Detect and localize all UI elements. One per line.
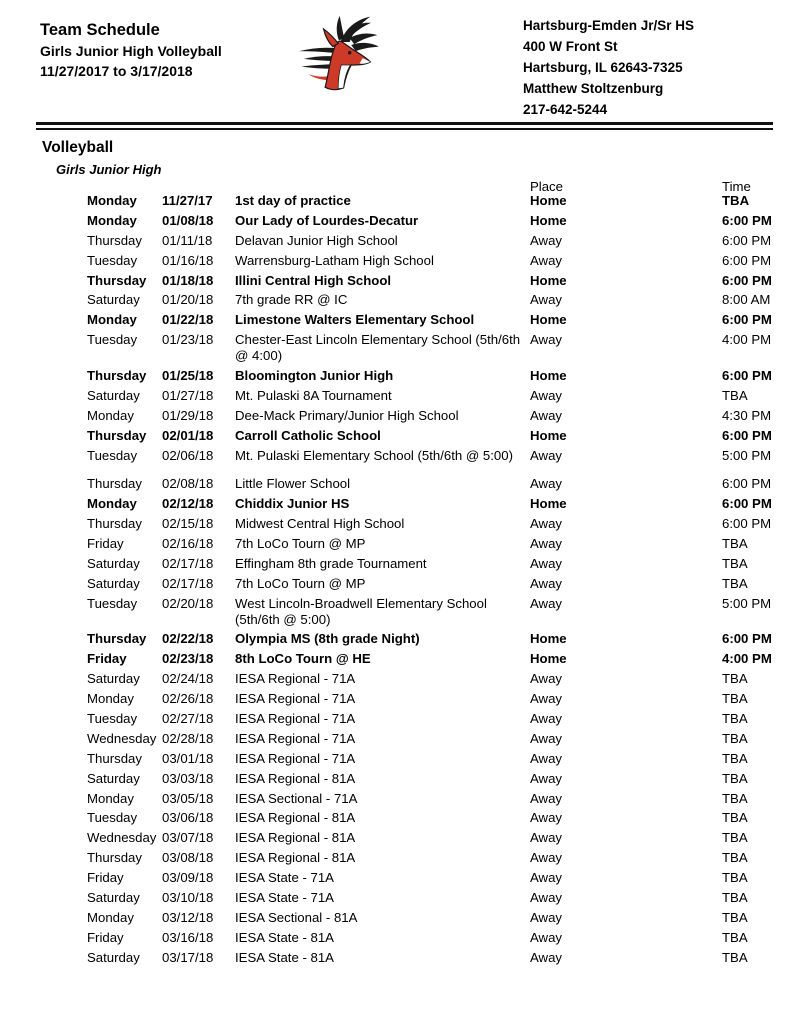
cell-time: TBA bbox=[722, 830, 748, 846]
cell-opponent: IESA Regional - 71A bbox=[235, 671, 356, 687]
schedule-row bbox=[36, 596, 790, 628]
schedule-row bbox=[36, 910, 790, 926]
cell-opponent: 7th LoCo Tourn @ MP bbox=[235, 575, 366, 591]
schedule-row bbox=[36, 651, 790, 667]
cell-date: 03/06/18 bbox=[162, 810, 214, 826]
cell-opponent: 1st day of practice bbox=[235, 193, 351, 208]
cell-place: Away bbox=[530, 476, 563, 492]
cell-place: Away bbox=[530, 691, 563, 707]
cell-day: Wednesday bbox=[87, 830, 157, 846]
cell-opponent: IESA Sectional - 81A bbox=[235, 909, 358, 925]
cell-day: Tuesday bbox=[87, 252, 138, 268]
cell-opponent: Mt. Pulaski Elementary School (5th/6th @ 5:00) bbox=[235, 447, 513, 463]
cell-opponent: Olympia MS (8th grade Night) bbox=[235, 631, 420, 647]
cell-opponent: Delavan Junior High School bbox=[235, 232, 398, 248]
schedule-row bbox=[36, 448, 790, 464]
cell-day: Friday bbox=[87, 870, 124, 886]
cell-day: Monday bbox=[87, 909, 134, 925]
school-name: Hartsburg-Emden Jr/Sr HS bbox=[523, 18, 695, 33]
cell-place: Home bbox=[530, 496, 567, 512]
cell-opponent: IESA Regional - 81A bbox=[235, 810, 356, 826]
cell-day: Thursday bbox=[87, 631, 147, 647]
cell-day: Tuesday bbox=[87, 810, 138, 826]
sport-heading: Volleyball bbox=[42, 139, 114, 156]
cell-opponent: Bloomington Junior High bbox=[235, 368, 394, 384]
cell-opponent: IESA Regional - 71A bbox=[235, 710, 356, 726]
cell-time: 6:00 PM bbox=[722, 252, 772, 268]
cell-date: 02/24/18 bbox=[162, 671, 214, 687]
cell-date: 01/27/18 bbox=[162, 388, 214, 404]
cell-day: Friday bbox=[87, 535, 124, 551]
cell-date: 01/08/18 bbox=[162, 212, 214, 228]
cell-time: 5:00 PM bbox=[722, 447, 772, 463]
cell-date: 01/20/18 bbox=[162, 292, 214, 308]
schedule-row bbox=[36, 408, 790, 424]
schedule-row bbox=[36, 496, 790, 512]
cell-day: Saturday bbox=[87, 671, 140, 687]
cell-time: 6:00 PM bbox=[722, 272, 772, 288]
schedule-row bbox=[36, 731, 790, 747]
cell-day: Saturday bbox=[87, 890, 140, 905]
cell-place: Away bbox=[530, 232, 563, 248]
cell-place: Away bbox=[530, 575, 563, 591]
schedule-row bbox=[36, 791, 790, 807]
cell-date: 02/17/18 bbox=[162, 555, 214, 571]
schedule-row bbox=[36, 890, 790, 906]
cell-date: 02/27/18 bbox=[162, 710, 214, 726]
cell-opponent: Chiddix Junior HS bbox=[235, 496, 350, 512]
schedule-row bbox=[36, 368, 790, 384]
cell-date: 03/12/18 bbox=[162, 909, 214, 925]
cell-date: 03/10/18 bbox=[162, 890, 214, 905]
schedule-row bbox=[36, 631, 790, 647]
cell-opponent: IESA State - 71A bbox=[235, 870, 334, 886]
cell-date: 02/01/18 bbox=[162, 427, 214, 443]
cell-opponent: Chester-East Lincoln Elementary School (5th/6th @ 4:00) bbox=[235, 332, 521, 364]
cell-time: TBA bbox=[722, 710, 748, 726]
cell-time: TBA bbox=[722, 909, 748, 925]
cell-opponent: 8th LoCo Tourn @ HE bbox=[235, 651, 371, 667]
cell-time: TBA bbox=[722, 929, 748, 945]
schedule-row bbox=[36, 930, 790, 946]
cell-day: Tuesday bbox=[87, 595, 138, 611]
cell-day: Monday bbox=[87, 790, 134, 806]
cell-date: 03/17/18 bbox=[162, 949, 214, 965]
cell-day: Tuesday bbox=[87, 447, 138, 463]
cell-day: Saturday bbox=[87, 770, 140, 786]
cell-date: 02/12/18 bbox=[162, 496, 214, 512]
cell-place: Home bbox=[530, 193, 567, 208]
cell-time: TBA bbox=[722, 870, 748, 886]
cell-place: Away bbox=[530, 388, 563, 404]
cell-day: Monday bbox=[87, 212, 137, 228]
cell-place: Away bbox=[530, 909, 563, 925]
cell-time: 4:00 PM bbox=[722, 651, 772, 667]
cell-opponent: IESA Regional - 81A bbox=[235, 850, 356, 866]
cell-date: 02/06/18 bbox=[162, 447, 214, 463]
schedule-row bbox=[36, 751, 790, 767]
cell-opponent: IESA Regional - 71A bbox=[235, 730, 356, 746]
cell-day: Tuesday bbox=[87, 332, 138, 348]
cell-date: 03/01/18 bbox=[162, 750, 214, 766]
cell-day: Saturday bbox=[87, 292, 140, 308]
col-header-day-empty bbox=[87, 180, 162, 193]
report-header-left bbox=[40, 20, 222, 81]
cell-time: 4:30 PM bbox=[722, 407, 772, 423]
cell-place: Away bbox=[530, 671, 563, 687]
schedule-row bbox=[36, 536, 790, 552]
schedule-row bbox=[36, 292, 790, 308]
cell-time: TBA bbox=[722, 691, 748, 707]
cell-place: Away bbox=[530, 949, 563, 965]
cell-opponent: Little Flower School bbox=[235, 476, 351, 492]
cell-day: Thursday bbox=[87, 232, 142, 248]
cell-place: Home bbox=[530, 651, 567, 667]
cell-opponent: IESA Regional - 71A bbox=[235, 691, 356, 707]
cell-time: 6:00 PM bbox=[722, 368, 772, 384]
cell-time: 6:00 PM bbox=[722, 476, 772, 492]
cell-time: TBA bbox=[722, 575, 748, 591]
cell-date: 01/11/18 bbox=[162, 232, 213, 248]
schedule-row bbox=[36, 193, 790, 209]
cell-time: 6:00 PM bbox=[722, 515, 772, 531]
schedule-row bbox=[36, 233, 790, 249]
cell-place: Home bbox=[530, 312, 567, 328]
cell-opponent: Mt. Pulaski 8A Tournament bbox=[235, 388, 392, 404]
cell-day: Tuesday bbox=[87, 710, 138, 726]
school-street: 400 W Front St bbox=[523, 39, 618, 54]
cell-day: Monday bbox=[87, 312, 137, 328]
cell-place: Away bbox=[530, 850, 563, 866]
schedule-row bbox=[36, 691, 790, 707]
col-header-time: Time bbox=[722, 179, 751, 194]
schedule-row bbox=[36, 428, 790, 444]
cell-date: 03/08/18 bbox=[162, 850, 214, 866]
schedule-row bbox=[36, 516, 790, 532]
contact-phone: 217-642-5244 bbox=[523, 102, 608, 117]
deer-eye bbox=[348, 51, 352, 55]
schedule-row bbox=[36, 830, 790, 846]
schedule-row bbox=[36, 576, 790, 592]
cell-date: 03/16/18 bbox=[162, 929, 214, 945]
cell-place: Away bbox=[530, 515, 563, 531]
cell-opponent: Dee-Mack Primary/Junior High School bbox=[235, 407, 459, 423]
cell-place: Away bbox=[530, 407, 563, 423]
col-header-date-empty bbox=[162, 180, 235, 193]
cell-time: 6:00 PM bbox=[722, 427, 772, 443]
cell-place: Away bbox=[530, 332, 563, 348]
schedule-row bbox=[36, 476, 790, 492]
col-header-place: Place bbox=[530, 179, 563, 194]
cell-day: Monday bbox=[87, 193, 137, 208]
cell-date: 02/23/18 bbox=[162, 651, 214, 667]
schedule-row bbox=[36, 870, 790, 886]
cell-time: TBA bbox=[722, 730, 748, 746]
cell-day: Thursday bbox=[87, 476, 142, 492]
cell-place: Home bbox=[530, 631, 567, 647]
cell-day: Thursday bbox=[87, 272, 147, 288]
cell-time: 6:00 PM bbox=[722, 631, 772, 647]
cell-day: Saturday bbox=[87, 575, 140, 591]
cell-time: TBA bbox=[722, 790, 748, 806]
cell-day: Thursday bbox=[87, 515, 142, 531]
cell-opponent: IESA Regional - 71A bbox=[235, 750, 356, 766]
date-range: 11/27/2017 to 3/17/2018 bbox=[40, 63, 193, 79]
cell-place: Away bbox=[530, 555, 563, 571]
cell-day: Friday bbox=[87, 651, 127, 667]
cell-place: Away bbox=[530, 870, 563, 886]
cell-date: 01/29/18 bbox=[162, 407, 214, 423]
cell-day: Thursday bbox=[87, 368, 147, 384]
cell-date: 03/09/18 bbox=[162, 870, 214, 886]
schedule-row bbox=[36, 332, 790, 364]
cell-opponent: Illini Central High School bbox=[235, 272, 392, 288]
cell-opponent: Our Lady of Lourdes-Decatur bbox=[235, 212, 419, 228]
schedule-row bbox=[36, 810, 790, 826]
cell-place: Away bbox=[530, 595, 563, 611]
cell-day: Monday bbox=[87, 496, 137, 512]
cell-place: Home bbox=[530, 368, 567, 384]
cell-date: 02/17/18 bbox=[162, 575, 214, 591]
cell-place: Away bbox=[530, 830, 563, 846]
schedule-row bbox=[36, 711, 790, 727]
col-header-opponent-empty bbox=[235, 180, 530, 193]
schedule-row bbox=[36, 771, 790, 787]
team-name: Girls Junior High Volleyball bbox=[40, 43, 222, 59]
cell-place: Away bbox=[530, 535, 563, 551]
cell-day: Thursday bbox=[87, 427, 147, 443]
schedule-row bbox=[36, 253, 790, 269]
schedule-row bbox=[36, 312, 790, 328]
cell-place: Away bbox=[530, 447, 563, 463]
cell-date: 01/16/18 bbox=[162, 252, 214, 268]
cell-opponent: Limestone Walters Elementary School bbox=[235, 312, 475, 328]
cell-date: 11/27/17 bbox=[162, 193, 213, 208]
cell-date: 03/05/18 bbox=[162, 790, 214, 806]
cell-opponent: IESA Regional - 81A bbox=[235, 770, 356, 786]
schedule-row bbox=[36, 556, 790, 572]
cell-place: Away bbox=[530, 292, 563, 308]
cell-day: Thursday bbox=[87, 850, 142, 866]
cell-time: TBA bbox=[722, 535, 748, 551]
cell-opponent: Effingham 8th grade Tournament bbox=[235, 555, 427, 571]
school-info bbox=[523, 15, 694, 120]
cell-day: Saturday bbox=[87, 949, 140, 965]
cell-place: Home bbox=[530, 427, 567, 443]
cell-date: 01/22/18 bbox=[162, 312, 214, 328]
cell-time: TBA bbox=[722, 671, 748, 687]
cell-day: Monday bbox=[87, 407, 134, 423]
schedule-row bbox=[36, 273, 790, 289]
cell-date: 02/15/18 bbox=[162, 515, 214, 531]
cell-place: Away bbox=[530, 890, 563, 905]
cell-place: Away bbox=[530, 252, 563, 268]
deer-ear bbox=[324, 29, 339, 47]
cell-date: 02/28/18 bbox=[162, 730, 214, 746]
cell-time: TBA bbox=[722, 949, 748, 965]
cell-opponent: Warrensburg-Latham High School bbox=[235, 252, 434, 268]
cell-place: Home bbox=[530, 272, 567, 288]
cell-time: TBA bbox=[722, 890, 748, 905]
cell-day: Monday bbox=[87, 691, 134, 707]
cell-opponent: Midwest Central High School bbox=[235, 515, 405, 531]
cell-place: Home bbox=[530, 212, 567, 228]
schedule-row bbox=[36, 950, 790, 966]
cell-date: 02/26/18 bbox=[162, 691, 214, 707]
cell-time: TBA bbox=[722, 193, 750, 208]
cell-date: 02/22/18 bbox=[162, 631, 214, 647]
cell-opponent: IESA Sectional - 71A bbox=[235, 790, 358, 806]
table-header-row bbox=[36, 180, 790, 193]
cell-time: 5:00 PM bbox=[722, 595, 772, 611]
schedule-row bbox=[36, 671, 790, 687]
cell-time: TBA bbox=[722, 810, 748, 826]
cell-opponent: IESA State - 81A bbox=[235, 929, 334, 945]
page-title: Team Schedule bbox=[40, 21, 160, 39]
team-subheading: Girls Junior High bbox=[56, 162, 162, 177]
cell-day: Saturday bbox=[87, 555, 140, 571]
cell-time: TBA bbox=[722, 555, 748, 571]
cell-place: Away bbox=[530, 790, 563, 806]
schedule-table bbox=[36, 180, 790, 970]
cell-date: 03/03/18 bbox=[162, 770, 214, 786]
cell-opponent: IESA Regional - 81A bbox=[235, 830, 356, 846]
schedule-row bbox=[36, 388, 790, 404]
cell-day: Friday bbox=[87, 929, 124, 945]
cell-date: 01/25/18 bbox=[162, 368, 214, 384]
double-rule-divider bbox=[36, 122, 773, 130]
cell-day: Thursday bbox=[87, 750, 142, 766]
stag-mascot-logo-icon bbox=[296, 10, 388, 100]
cell-time: 6:00 PM bbox=[722, 232, 772, 248]
cell-time: 4:00 PM bbox=[722, 332, 772, 348]
cell-date: 02/08/18 bbox=[162, 476, 214, 492]
cell-time: 6:00 PM bbox=[722, 496, 772, 512]
cell-place: Away bbox=[530, 810, 563, 826]
cell-place: Away bbox=[530, 730, 563, 746]
cell-date: 02/20/18 bbox=[162, 595, 214, 611]
cell-opponent: IESA State - 81A bbox=[235, 949, 334, 965]
cell-place: Away bbox=[530, 929, 563, 945]
cell-time: 6:00 PM bbox=[722, 312, 772, 328]
cell-time: TBA bbox=[722, 850, 748, 866]
cell-opponent: West Lincoln-Broadwell Elementary School (5th/6th @ 5:00) bbox=[235, 595, 487, 627]
cell-date: 01/23/18 bbox=[162, 332, 214, 348]
cell-date: 03/07/18 bbox=[162, 830, 214, 846]
cell-time: 6:00 PM bbox=[722, 212, 772, 228]
cell-time: TBA bbox=[722, 770, 748, 786]
schedule-rows bbox=[36, 193, 790, 966]
cell-time: TBA bbox=[722, 388, 748, 404]
cell-date: 01/18/18 bbox=[162, 272, 214, 288]
cell-opponent: 7th grade RR @ IC bbox=[235, 292, 348, 308]
cell-opponent: Carroll Catholic School bbox=[235, 427, 381, 443]
cell-day: Wednesday bbox=[87, 730, 157, 746]
schedule-row bbox=[36, 850, 790, 866]
cell-place: Away bbox=[530, 710, 563, 726]
cell-place: Away bbox=[530, 750, 563, 766]
cell-date: 02/16/18 bbox=[162, 535, 214, 551]
cell-opponent: IESA State - 71A bbox=[235, 890, 334, 905]
contact-name: Matthew Stoltzenburg bbox=[523, 81, 664, 96]
cell-time: TBA bbox=[722, 750, 748, 766]
school-city: Hartsburg, IL 62643-7325 bbox=[523, 60, 683, 75]
cell-opponent: 7th LoCo Tourn @ MP bbox=[235, 535, 366, 551]
schedule-row bbox=[36, 213, 790, 229]
cell-time: 8:00 AM bbox=[722, 292, 771, 308]
cell-place: Away bbox=[530, 770, 563, 786]
cell-day: Saturday bbox=[87, 388, 140, 404]
